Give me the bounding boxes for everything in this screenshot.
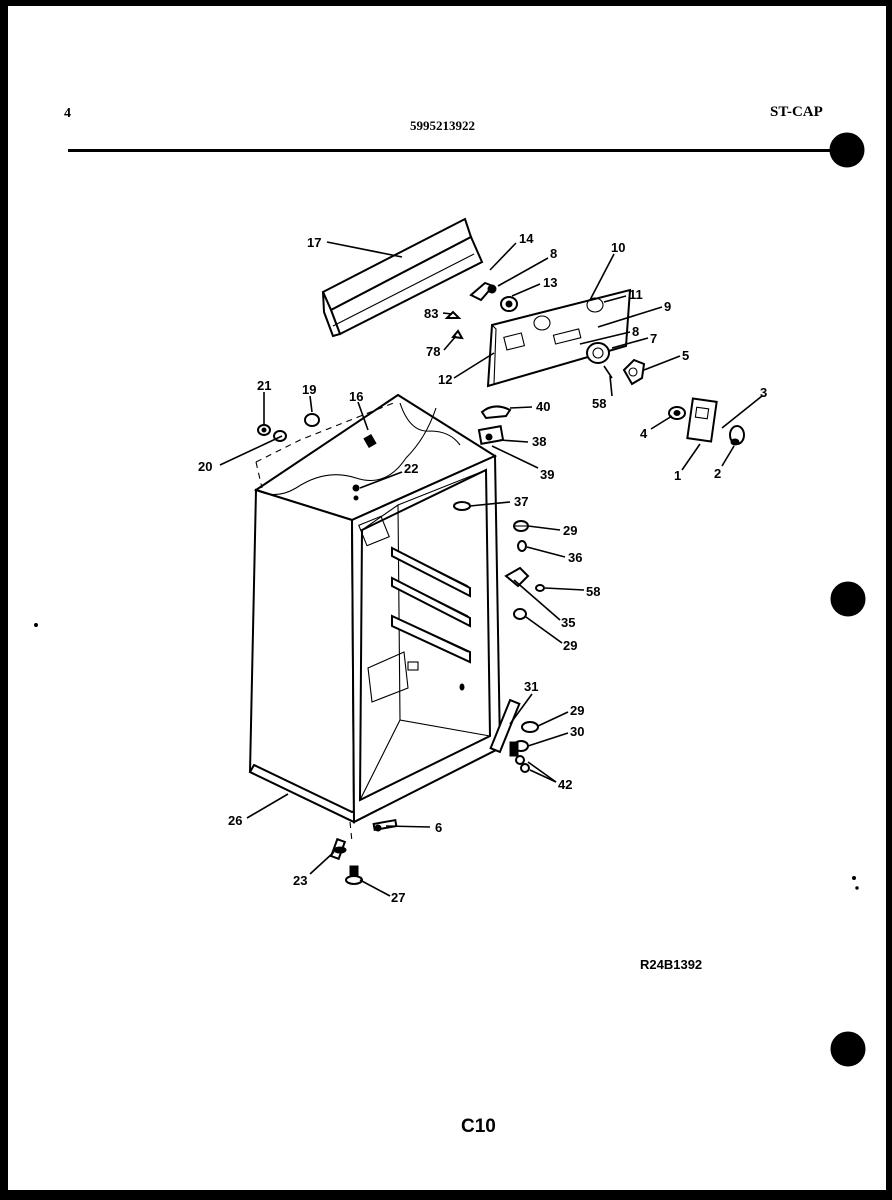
callout-3: 3 (760, 385, 768, 400)
part-29-shim-upper (514, 521, 528, 531)
callout-29: 29 (563, 638, 578, 653)
callout-20: 20 (198, 459, 213, 474)
callout-2: 2 (714, 466, 722, 481)
callout-1: 1 (674, 468, 682, 483)
callout-31: 31 (524, 679, 539, 694)
callout-39: 39 (540, 467, 555, 482)
callout-38: 38 (532, 434, 547, 449)
callout-29: 29 (563, 523, 578, 538)
binder-hole-top (830, 133, 864, 167)
part-21-screw (258, 425, 270, 435)
callout-5: 5 (682, 348, 690, 363)
callout-12: 12 (438, 372, 453, 387)
callout-26: 26 (228, 813, 243, 828)
callout-83: 83 (424, 306, 439, 321)
callout-58: 58 (592, 396, 607, 411)
callout-37: 37 (514, 494, 529, 509)
binder-hole-middle (831, 582, 865, 616)
part-1-light-socket (687, 399, 716, 442)
callout-10: 10 (611, 240, 626, 255)
callout-9: 9 (664, 299, 672, 314)
part-37-drain (454, 502, 470, 510)
scan-speck (35, 624, 38, 627)
scan-speck (0, 734, 5, 740)
callout-11: 11 (629, 287, 643, 302)
callout-8: 8 (550, 246, 558, 261)
diagram-reference-code: R24B1392 (640, 957, 703, 972)
callout-23: 23 (293, 873, 308, 888)
callout-16: 16 (349, 389, 364, 404)
callout-27: 27 (391, 890, 406, 905)
callout-6: 6 (435, 820, 443, 835)
callout-29: 29 (570, 703, 585, 718)
section-code: ST-CAP (770, 104, 823, 120)
callout-40: 40 (536, 399, 551, 414)
part-2-bulb (730, 426, 744, 445)
callout-42: 42 (558, 777, 573, 792)
part-22-plug (353, 485, 359, 491)
page-number: 4 (64, 106, 71, 121)
callout-17: 17 (307, 235, 322, 250)
part-36-screw (518, 541, 526, 551)
callout-19: 19 (302, 382, 317, 397)
part-40-cover (482, 406, 510, 418)
callout-35: 35 (561, 615, 576, 630)
callout-21: 21 (257, 378, 272, 393)
page-label: C10 (461, 1116, 496, 1137)
callout-22: 22 (404, 461, 419, 476)
part-58-screw (536, 585, 544, 591)
callout-58: 58 (586, 584, 601, 599)
scan-speck (856, 887, 858, 889)
callout-30: 30 (570, 724, 585, 739)
callout-13: 13 (543, 275, 558, 290)
callout-14: 14 (519, 231, 534, 246)
part-38-hinge (479, 426, 503, 444)
callout-78: 78 (426, 344, 441, 359)
model-number: 5995213922 (410, 118, 475, 133)
callout-4: 4 (640, 426, 648, 441)
part-29-shim-middle (514, 609, 526, 619)
part-19-cap (305, 414, 319, 426)
scan-speck (853, 877, 856, 880)
callout-7: 7 (650, 331, 658, 346)
part-29-shim-lower (522, 722, 538, 732)
binder-hole-bottom (831, 1032, 865, 1066)
callout-36: 36 (568, 550, 583, 565)
callout-8: 8 (632, 324, 640, 339)
header-rule (68, 149, 848, 152)
part-13-grommet (501, 297, 517, 311)
